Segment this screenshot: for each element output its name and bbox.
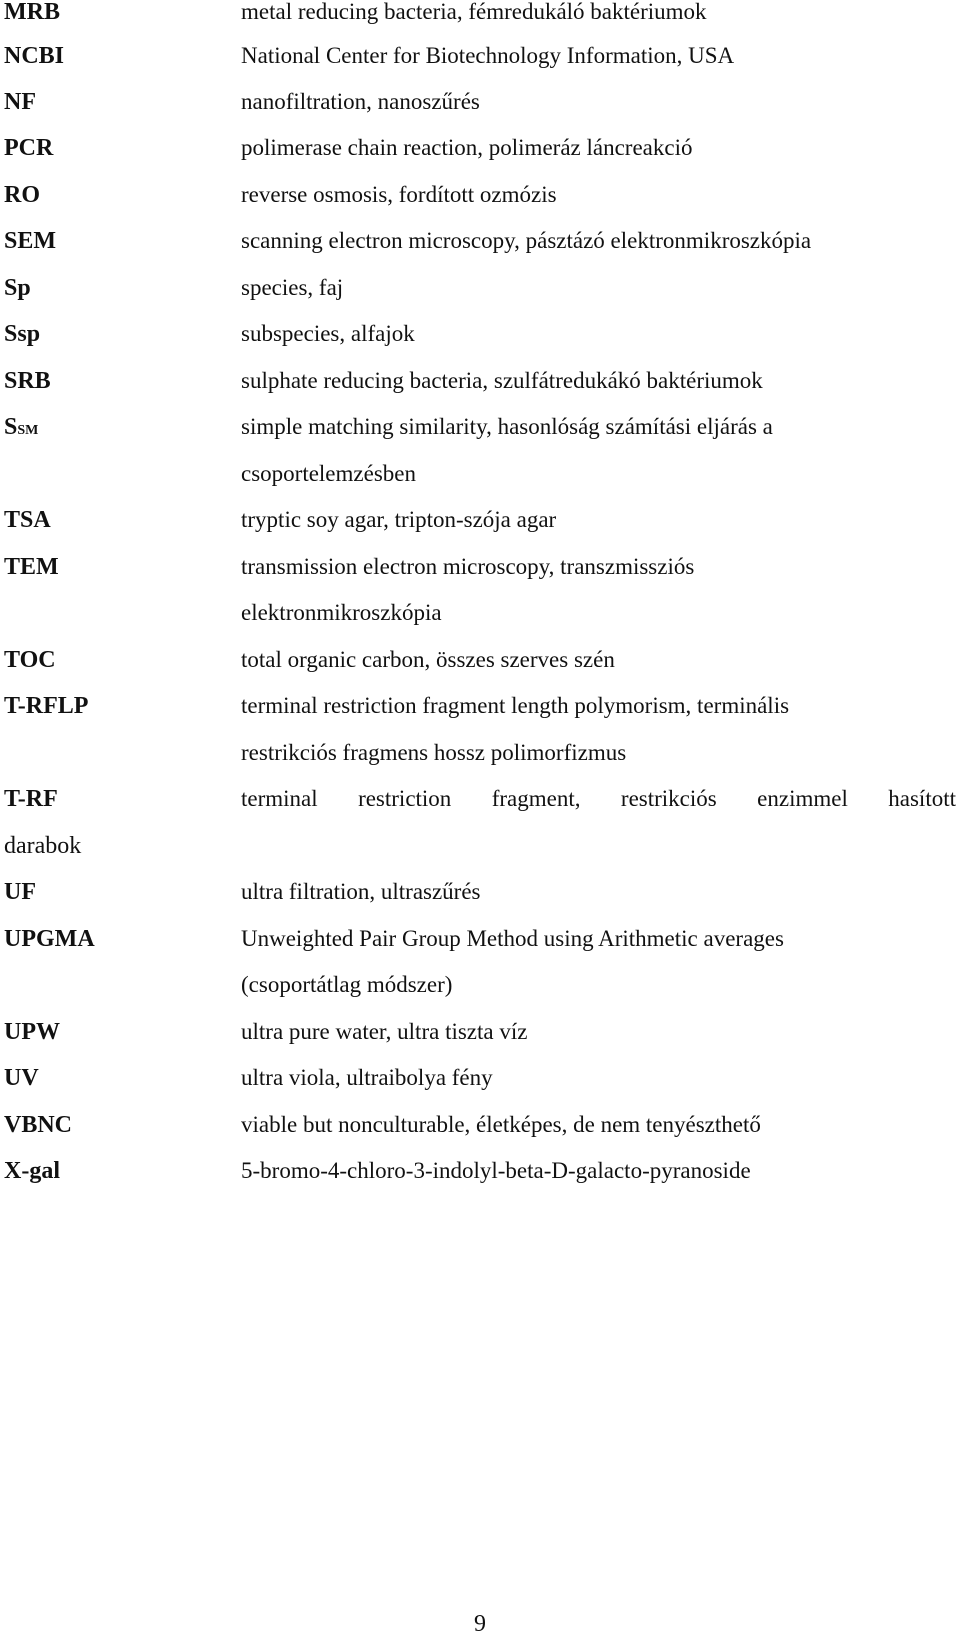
definition-word: fragment, [491, 786, 581, 811]
definition: tryptic soy agar, tripton-szója agar [241, 507, 557, 532]
abbreviation: MRB [4, 0, 60, 25]
glossary-entry-srb [0, 367, 960, 413]
abbreviation [4, 413, 38, 445]
definition-continuation: (csoportátlag módszer) [241, 972, 453, 997]
abbreviation: T-RFLP [4, 693, 89, 719]
abbreviation: T-RF [4, 786, 58, 812]
abbreviation: SEM [4, 228, 57, 254]
definition: ultra pure water, ultra tiszta víz [241, 1019, 528, 1044]
glossary-entry-tem [0, 553, 960, 599]
glossary-entry-t-rf-continuation [0, 832, 960, 878]
glossary-entry-upw [0, 1018, 960, 1064]
definition: subspecies, alfajok [241, 321, 415, 346]
abbreviation: TSA [4, 507, 51, 533]
abbreviation: UPGMA [4, 926, 95, 952]
definition: ultra filtration, ultraszűrés [241, 879, 481, 904]
glossary-entry-ssp [0, 320, 960, 366]
abbreviation-subscript: SM [17, 423, 39, 438]
definition-continuation: restrikciós fragmens hossz polimorfizmus [241, 740, 627, 765]
definition: Unweighted Pair Group Method using Arithmetic averages [241, 926, 784, 951]
definition-word: terminal [241, 786, 318, 811]
glossary-entry-ncbi [0, 42, 960, 88]
definition-word: restriction [358, 786, 452, 811]
glossary-entry-vbnc [0, 1111, 960, 1157]
definition-continuation: csoportelemzésben [241, 461, 416, 486]
abbreviation: X-gal [4, 1158, 60, 1184]
abbreviation: VBNC [4, 1112, 73, 1138]
glossary-entry-pcr [0, 134, 960, 180]
abbreviation: NF [4, 89, 36, 115]
definition: sulphate reducing bacteria, szulfátredukákó baktériumok [241, 368, 763, 393]
glossary-entry-x-gal [0, 1157, 960, 1203]
definition: metal reducing bacteria, fémredukáló baktériumok [241, 0, 707, 24]
abbreviation: UPW [4, 1019, 60, 1045]
glossary-entry-ro [0, 181, 960, 227]
definition: scanning electron microscopy, pásztázó elektronmikroszkópia [241, 228, 812, 253]
definition: National Center for Biotechnology Information, USA [241, 43, 735, 68]
glossary-entry-t-rflp-continuation [0, 739, 960, 785]
definition: simple matching similarity, hasonlóság számítási eljárás a [241, 414, 773, 439]
definition: polimerase chain reaction, polimeráz láncreakció [241, 135, 693, 160]
abbreviation: Sp [4, 275, 31, 301]
definition: nanofiltration, nanoszűrés [241, 89, 480, 114]
definition-word: restrikciós [620, 786, 717, 811]
glossary-entry-ssm [0, 413, 960, 459]
abbreviation: UF [4, 879, 36, 905]
glossary-entry-ssm-continuation [0, 460, 960, 506]
glossary-entry-upgma-continuation [0, 971, 960, 1017]
definition-continuation: elektronmikroszkópia [241, 600, 442, 625]
glossary-entry-tsa [0, 506, 960, 552]
glossary-entry-uf [0, 878, 960, 924]
glossary-entry-upgma [0, 925, 960, 971]
abbreviation: PCR [4, 135, 54, 161]
definition: species, faj [241, 275, 344, 300]
abbreviation: SRB [4, 368, 51, 394]
abbreviation: NCBI [4, 43, 65, 69]
definition: total organic carbon, összes szerves szén [241, 647, 615, 672]
page-number: 9 [474, 1611, 486, 1637]
glossary-entry-nf [0, 88, 960, 134]
definition: 5-bromo-4-chloro-3-indolyl-beta-D-galacto-pyranoside [241, 1158, 751, 1183]
definition: reverse osmosis, fordított ozmózis [241, 182, 557, 207]
abbreviation-main: S [4, 414, 18, 440]
definition: transmission electron microscopy, transzmissziós [241, 554, 695, 579]
glossary-entry-t-rf [0, 785, 960, 831]
definition [241, 785, 956, 813]
glossary-entry-sem [0, 227, 960, 273]
glossary-entry-sp [0, 274, 960, 320]
glossary-entry-mrb [0, 0, 960, 44]
abbreviation: TOC [4, 647, 56, 673]
abbreviation: UV [4, 1065, 39, 1091]
glossary-entry-uv [0, 1064, 960, 1110]
glossary-entry-t-rflp [0, 692, 960, 738]
glossary-entry-tem-continuation [0, 599, 960, 645]
abbreviation: Ssp [4, 321, 41, 347]
definition-word: enzimmel [757, 786, 848, 811]
definition: viable but nonculturable, életképes, de nem tenyészthető [241, 1112, 761, 1137]
definition: terminal restriction fragment length polymorism, terminális [241, 693, 790, 718]
definition-word: hasított [888, 786, 956, 811]
definition-continuation: darabok [4, 833, 82, 859]
abbreviation: RO [4, 182, 40, 208]
glossary-entry-toc [0, 646, 960, 692]
definition: ultra viola, ultraibolya fény [241, 1065, 493, 1090]
abbreviation: TEM [4, 554, 59, 580]
